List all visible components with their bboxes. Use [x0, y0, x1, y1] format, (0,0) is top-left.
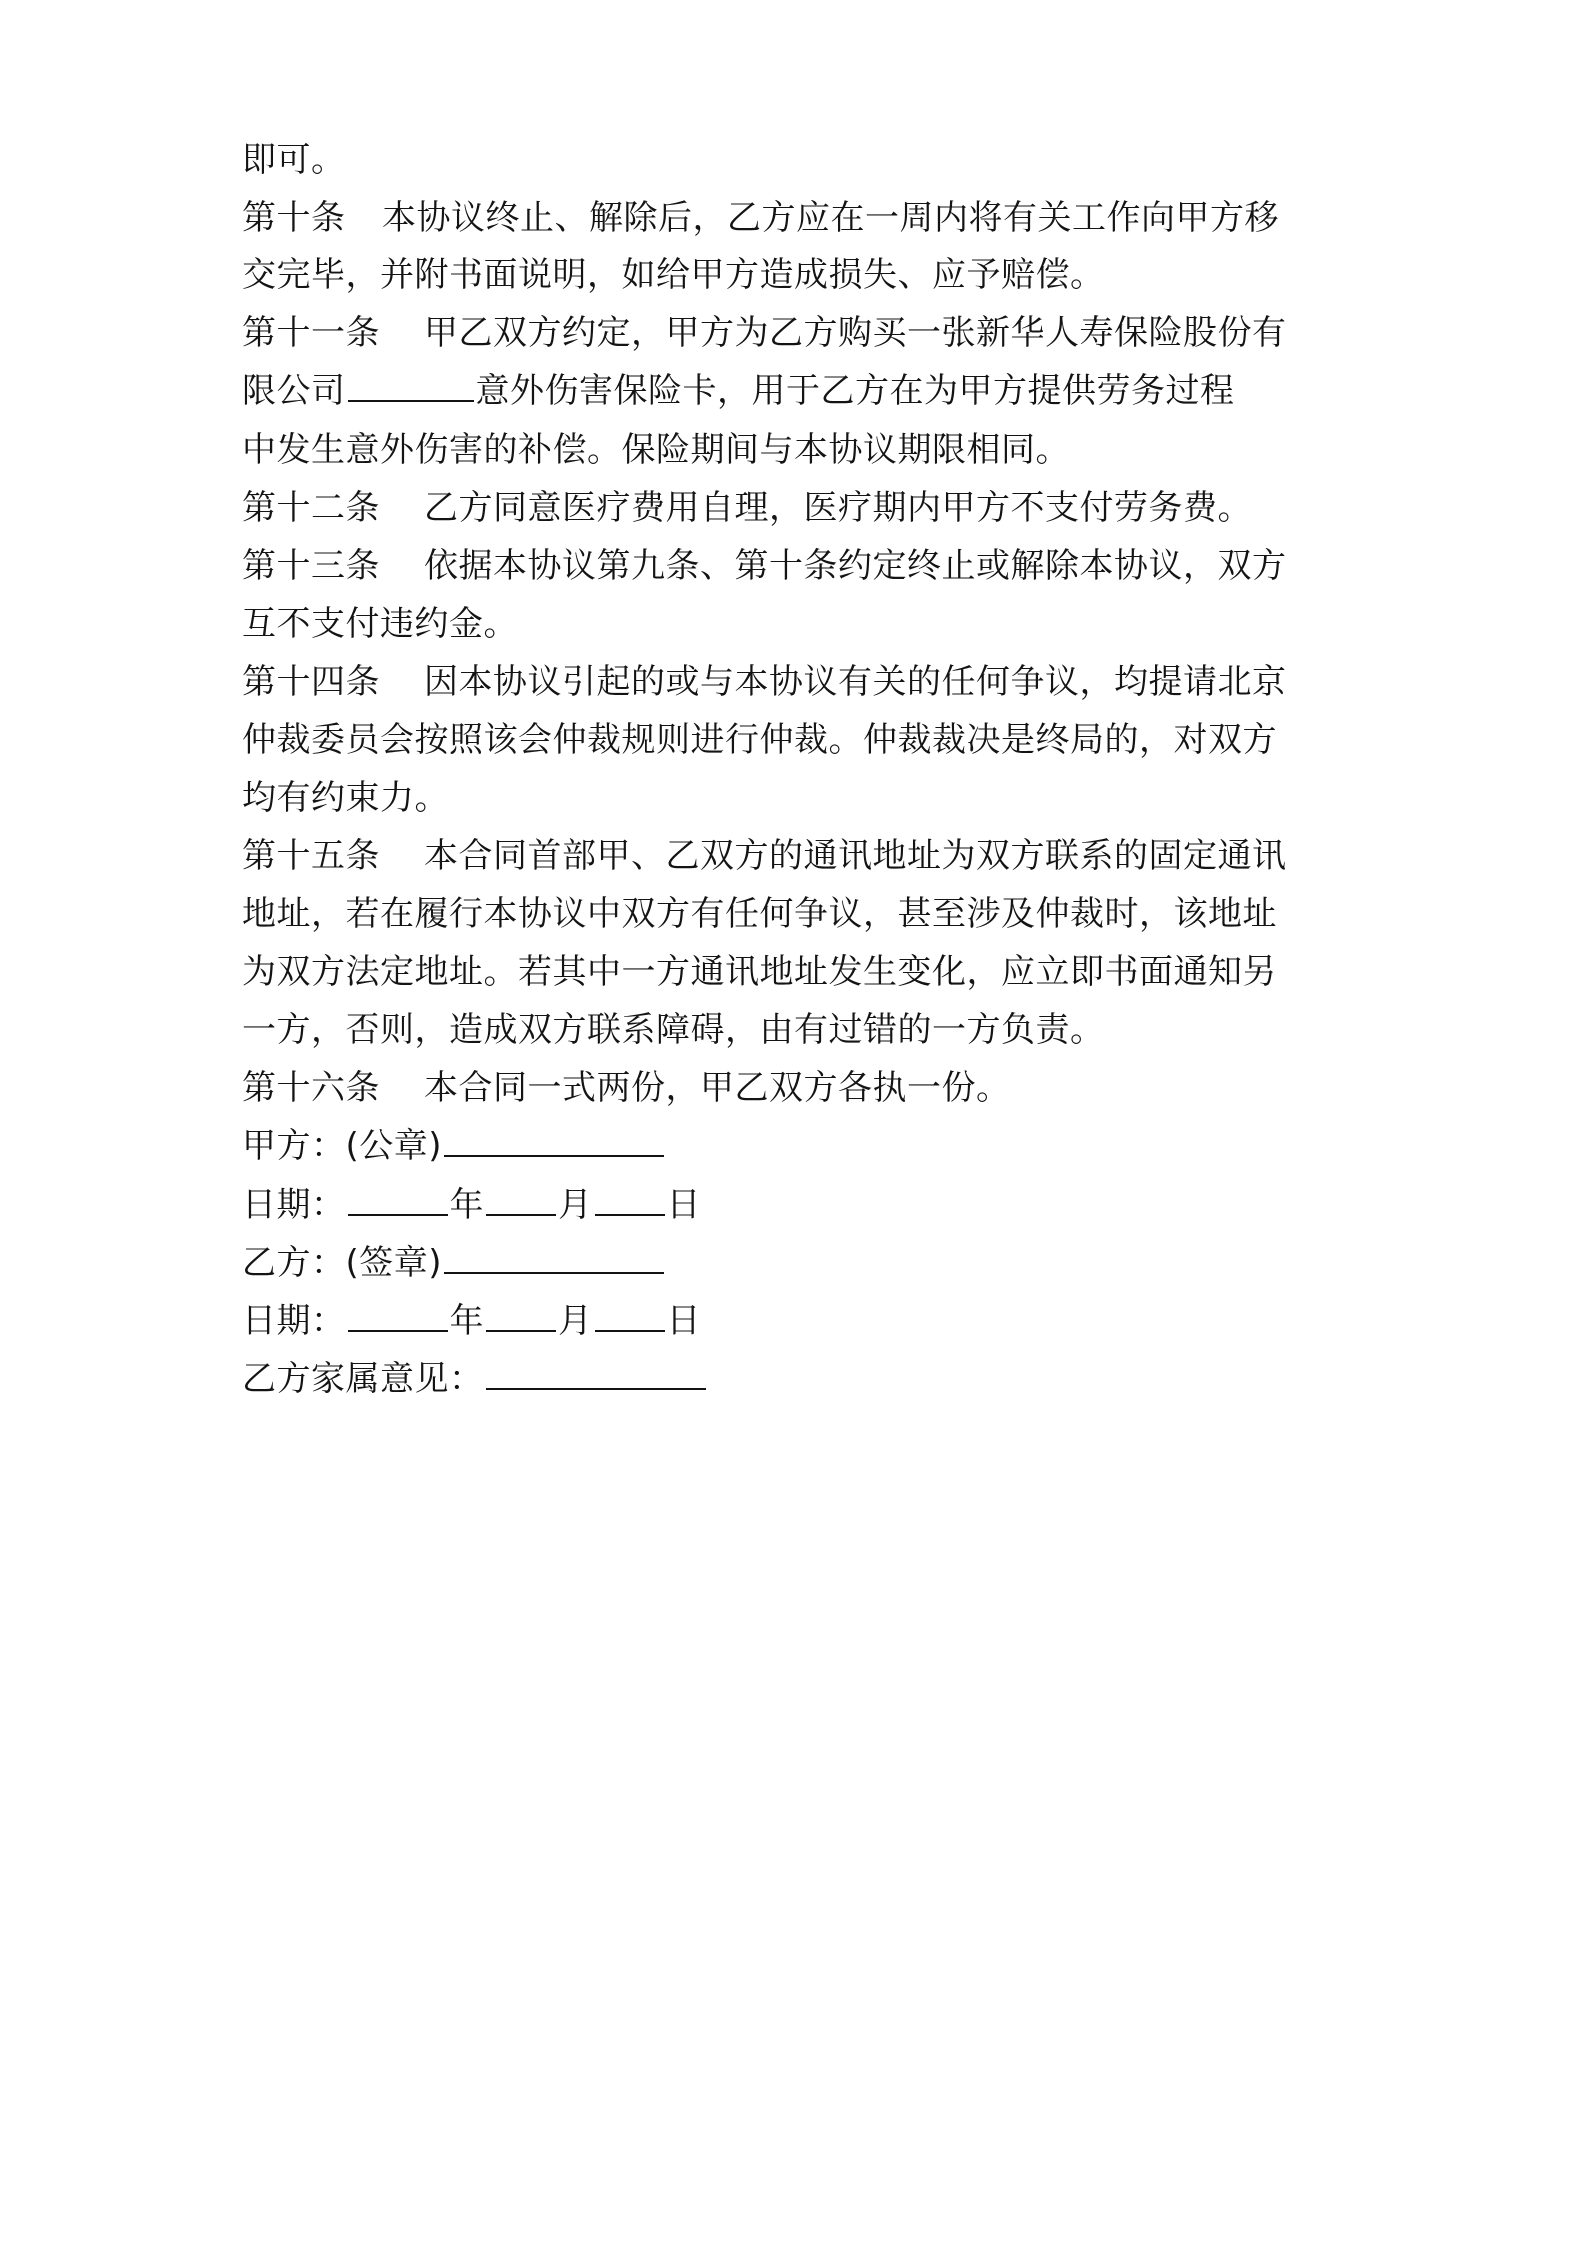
article-number: 第十六条: [242, 1068, 380, 1108]
text: 中发生意外伤害的补偿。保险期间与本协议期限相同。: [242, 430, 1070, 470]
insurance-blank[interactable]: [348, 370, 474, 402]
text-line: [242, 253, 1362, 297]
text: 本合同一式两份，甲乙双方各执一份。: [424, 1068, 1011, 1108]
text-line: [242, 950, 1362, 994]
text-line: [242, 369, 1362, 413]
month-label: 月: [558, 1301, 593, 1341]
article-number: 第十三条: [242, 546, 380, 586]
article-number: 第十条: [242, 198, 346, 238]
year-label: 年: [449, 1185, 484, 1225]
year-blank[interactable]: [348, 1184, 448, 1216]
day-blank[interactable]: [595, 1300, 665, 1332]
text: 因本协议引起的或与本协议有关的任何争议，均提请北京: [424, 662, 1287, 702]
text: 乙方同意医疗费用自理，医疗期内甲方不支付劳务费。: [424, 488, 1252, 528]
text-line: [242, 718, 1362, 762]
year-blank[interactable]: [348, 1300, 448, 1332]
text: 甲乙双方约定，甲方为乙方购买一张新华人寿保险股份有: [424, 313, 1287, 353]
article-10: [242, 196, 1362, 240]
article-number: 第十四条: [242, 662, 380, 702]
article-16: [242, 1066, 1362, 1110]
party-b-sign-blank[interactable]: [444, 1242, 664, 1274]
family-opinion-line: [242, 1357, 1362, 1401]
text: 交完毕，并附书面说明，如给甲方造成损失、应予赔偿。: [242, 255, 1105, 295]
family-opinion-blank[interactable]: [486, 1358, 706, 1390]
year-label: 年: [449, 1301, 484, 1341]
party-b-label: 乙方：(签章): [242, 1243, 443, 1283]
text: 依据本协议第九条、第十条约定终止或解除本协议，双方: [424, 546, 1287, 586]
text: 为双方法定地址。若其中一方通讯地址发生变化，应立即书面通知另: [242, 952, 1277, 992]
text-line: [242, 776, 1362, 820]
party-a-seal-line: [242, 1124, 1362, 1168]
article-15: [242, 834, 1362, 878]
text: 互不支付违约金。: [242, 604, 518, 644]
text-line: [242, 428, 1362, 472]
date-label: 日期：: [242, 1185, 346, 1225]
party-a-seal-blank[interactable]: [444, 1125, 664, 1157]
article-11: [242, 311, 1362, 355]
text-line: [242, 602, 1362, 646]
text-line: [242, 1008, 1362, 1052]
text-line: [242, 892, 1362, 936]
party-a-label: 甲方：(公章): [242, 1126, 443, 1166]
date-label: 日期：: [242, 1301, 346, 1341]
month-blank[interactable]: [486, 1300, 556, 1332]
text: 即可。: [242, 140, 346, 180]
party-a-date-line: [242, 1183, 1362, 1227]
article-12: [242, 486, 1362, 530]
party-b-date-line: [242, 1299, 1362, 1343]
day-blank[interactable]: [595, 1184, 665, 1216]
text: 意外伤害保险卡，用于乙方在为甲方提供劳务过程: [475, 371, 1235, 411]
article-number: 第十二条: [242, 488, 380, 528]
text: 仲裁委员会按照该会仲裁规则进行仲裁。仲裁裁决是终局的，对双方: [242, 720, 1277, 760]
article-13: [242, 544, 1362, 588]
text: 限公司: [242, 371, 346, 411]
month-label: 月: [558, 1185, 593, 1225]
text: 地址，若在履行本协议中双方有任何争议，甚至涉及仲裁时，该地址: [242, 894, 1277, 934]
text: 一方，否则，造成双方联系障碍，由有过错的一方负责。: [242, 1010, 1105, 1050]
month-blank[interactable]: [486, 1184, 556, 1216]
text: 本协议终止、解除后，乙方应在一周内将有关工作向甲方移: [382, 198, 1279, 238]
text: 本合同首部甲、乙双方的通讯地址为双方联系的固定通讯: [424, 836, 1287, 876]
article-number: 第十一条: [242, 313, 380, 353]
party-b-sign-line: [242, 1241, 1362, 1285]
text: 均有约束力。: [242, 778, 449, 818]
day-label: 日: [666, 1185, 701, 1225]
family-opinion-label: 乙方家属意见：: [242, 1359, 484, 1399]
article-number: 第十五条: [242, 836, 380, 876]
text-line: [242, 138, 1362, 182]
article-14: [242, 660, 1362, 704]
day-label: 日: [666, 1301, 701, 1341]
